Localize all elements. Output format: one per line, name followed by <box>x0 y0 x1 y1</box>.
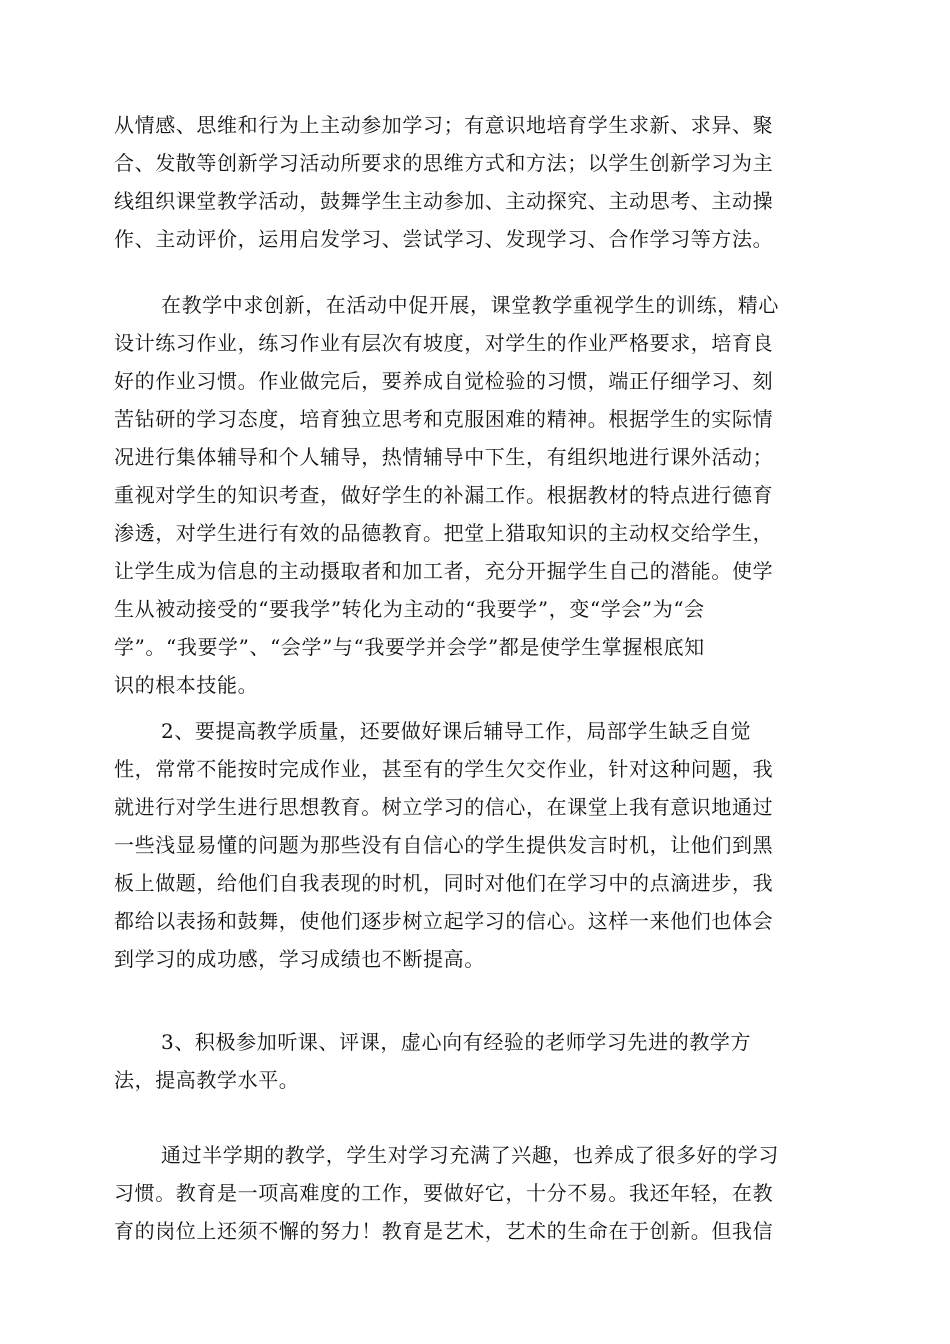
text-line: 从情感、思维和行为上主动参加学习；有意识地培育学生求新、求异、聚 <box>114 113 774 137</box>
text-line: 线组织课堂教学活动，鼓舞学生主动参加、主动探究、主动思考、主动操 <box>114 189 774 213</box>
text-line: 习惯。教育是一项高难度的工作，要做好它，十分不易。我还年轻，在教 <box>114 1181 774 1205</box>
text-line: 都给以表扬和鼓舞，使他们逐步树立起学习的信心。这样一来他们也体会 <box>114 909 774 933</box>
text-line: 渗透，对学生进行有效的品德教育。把堂上猎取知识的主动权交给学生， <box>114 521 774 545</box>
text-line: 到学习的成功感，学习成绩也不断提高。 <box>114 947 485 971</box>
text-line: 通过半学期的教学，学生对学习充满了兴趣，也养成了很多好的学习 <box>161 1143 779 1167</box>
text-line: 育的岗位上还须不懈的努力！教育是艺术，艺术的生命在于创新。但我信 <box>114 1219 774 1243</box>
text-line: 板上做题，给他们自我表现的时机，同时对他们在学习中的点滴进步，我 <box>114 871 774 895</box>
text-line: 学”。“我要学”、“会学”与“我要学并会学”都是使学生掌握根底知 <box>114 635 705 659</box>
paragraph-1 <box>114 106 836 258</box>
text-line: 一些浅显易懂的问题为那些没有自信心的学生提供发言时机，让他们到黑 <box>114 833 774 857</box>
text-line: 法，提高教学水平。 <box>114 1068 300 1092</box>
text-line: 设计练习作业，练习作业有层次有坡度，对学生的作业严格要求，培育良 <box>114 331 774 355</box>
text-line: 3、积极参加听课、评课，虚心向有经验的老师学习先进的教学方 <box>161 1030 752 1054</box>
text-line: 重视对学生的知识考查，做好学生的补漏工作。根据教材的特点进行德育 <box>114 483 774 507</box>
text-line: 合、发散等创新学习活动所要求的思维方式和方法；以学生创新学习为主 <box>114 151 774 175</box>
text-line: 生从被动接受的“要我学”转化为主动的“我要学”，变“学会”为“会 <box>114 597 705 621</box>
text-line: 就进行对学生进行思想教育。树立学习的信心，在课堂上我有意识地通过 <box>114 795 774 819</box>
paragraph-4 <box>114 1023 836 1099</box>
text-line: 在教学中求创新，在活动中促开展，课堂教学重视学生的训练，精心 <box>161 293 779 317</box>
paragraph-5 <box>114 1136 836 1250</box>
text-line: 识的根本技能。 <box>114 673 259 697</box>
text-line: 苦钻研的学习态度，培育独立思考和克服困难的精神。根据学生的实际情 <box>114 407 774 431</box>
text-line: 让学生成为信息的主动摄取者和加工者，充分开掘学生自己的潜能。使学 <box>114 559 774 583</box>
text-line: 好的作业习惯。作业做完后，要养成自觉检验的习惯，端正仔细学习、刻 <box>114 369 774 393</box>
paragraph-3 <box>114 712 836 978</box>
text-line: 况进行集体辅导和个人辅导，热情辅导中下生，有组织地进行课外活动； <box>114 445 774 469</box>
text-line: 性，常常不能按时完成作业，甚至有的学生欠交作业，针对这种问题，我 <box>114 757 774 781</box>
text-line: 作、主动评价，运用启发学习、尝试学习、发现学习、合作学习等方法。 <box>114 227 774 251</box>
paragraph-2 <box>114 286 836 704</box>
text-line: 2、要提高教学质量，还要做好课后辅导工作，局部学生缺乏自觉 <box>161 719 752 743</box>
